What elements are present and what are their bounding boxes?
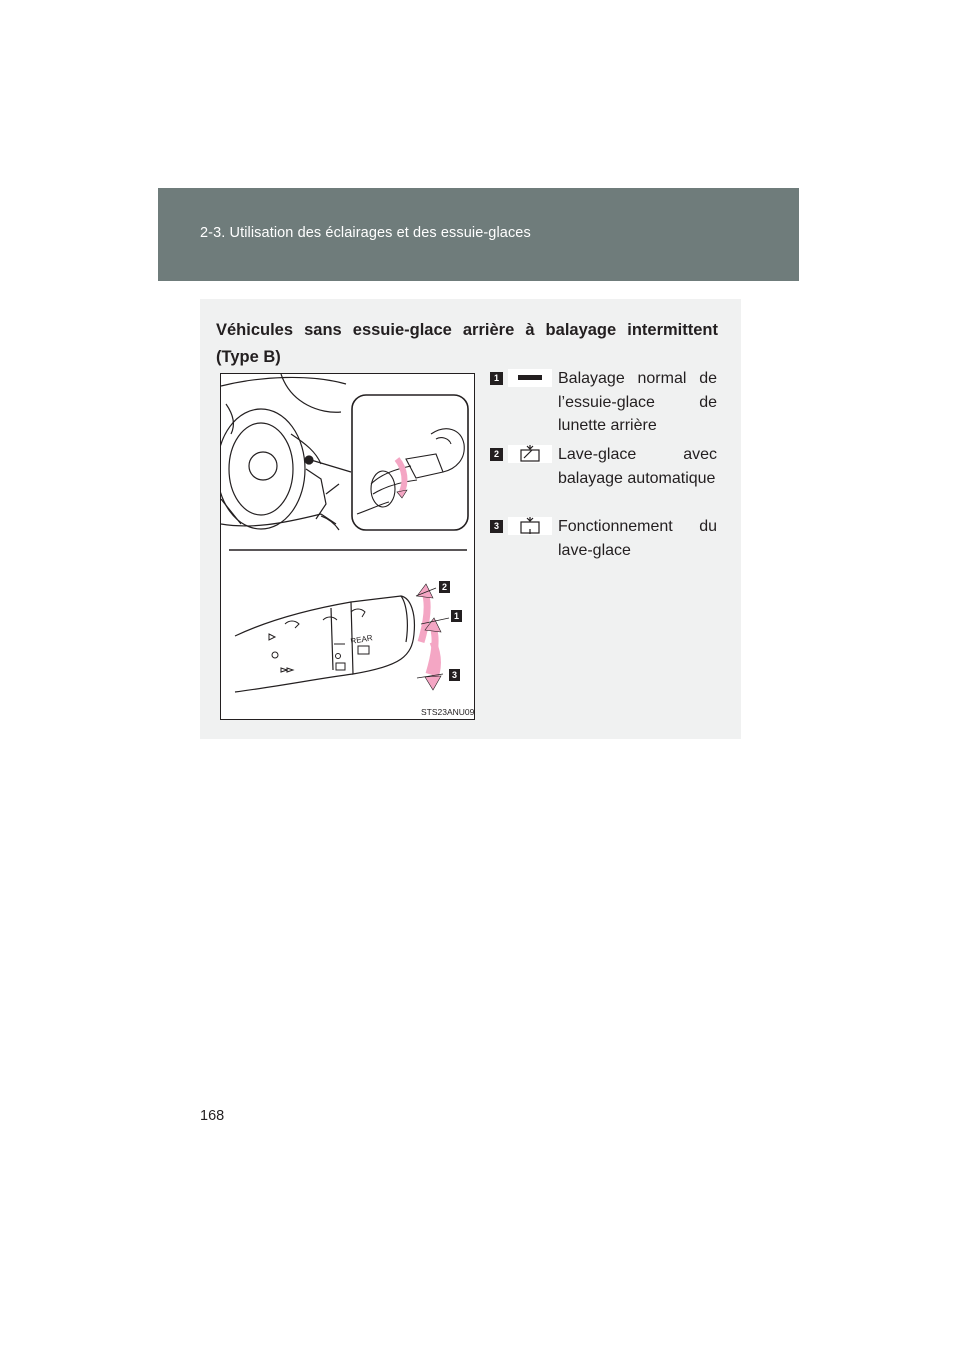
legend-number-badge: 3 (490, 520, 503, 533)
illustration-drawing (221, 374, 476, 721)
wiper-normal-bar-icon (508, 369, 552, 387)
callout-3-badge: 3 (449, 669, 460, 681)
legend-number-badge: 2 (490, 448, 503, 461)
legend-number-badge: 1 (490, 372, 503, 385)
callout-2-badge: 2 (439, 581, 450, 593)
rear-washer-wipe-icon (508, 445, 552, 463)
legend-text: Lave-glace avec balayage automatique (558, 446, 717, 487)
section-header-band (158, 188, 799, 281)
rear-washer-icon (508, 517, 552, 535)
callout-1-badge: 1 (451, 610, 462, 622)
page-number: 168 (200, 1108, 225, 1124)
panel-heading: Véhicules sans essuie-glace arrière à balayage intermittent (Type B) (216, 321, 718, 366)
legend-text: Balayage normal de l’essuie-glace de lunette arrière (558, 370, 717, 434)
content-panel (200, 299, 741, 739)
section-title: 2-3. Utilisation des éclairages et des essuie-glaces (200, 225, 531, 241)
legend-text: Fonctionnement du lave-glace (558, 518, 717, 559)
figure-code: STS23ANU09 (421, 707, 475, 717)
rear-switch-label: REAR (349, 633, 374, 646)
wiper-switch-illustration (220, 373, 475, 720)
